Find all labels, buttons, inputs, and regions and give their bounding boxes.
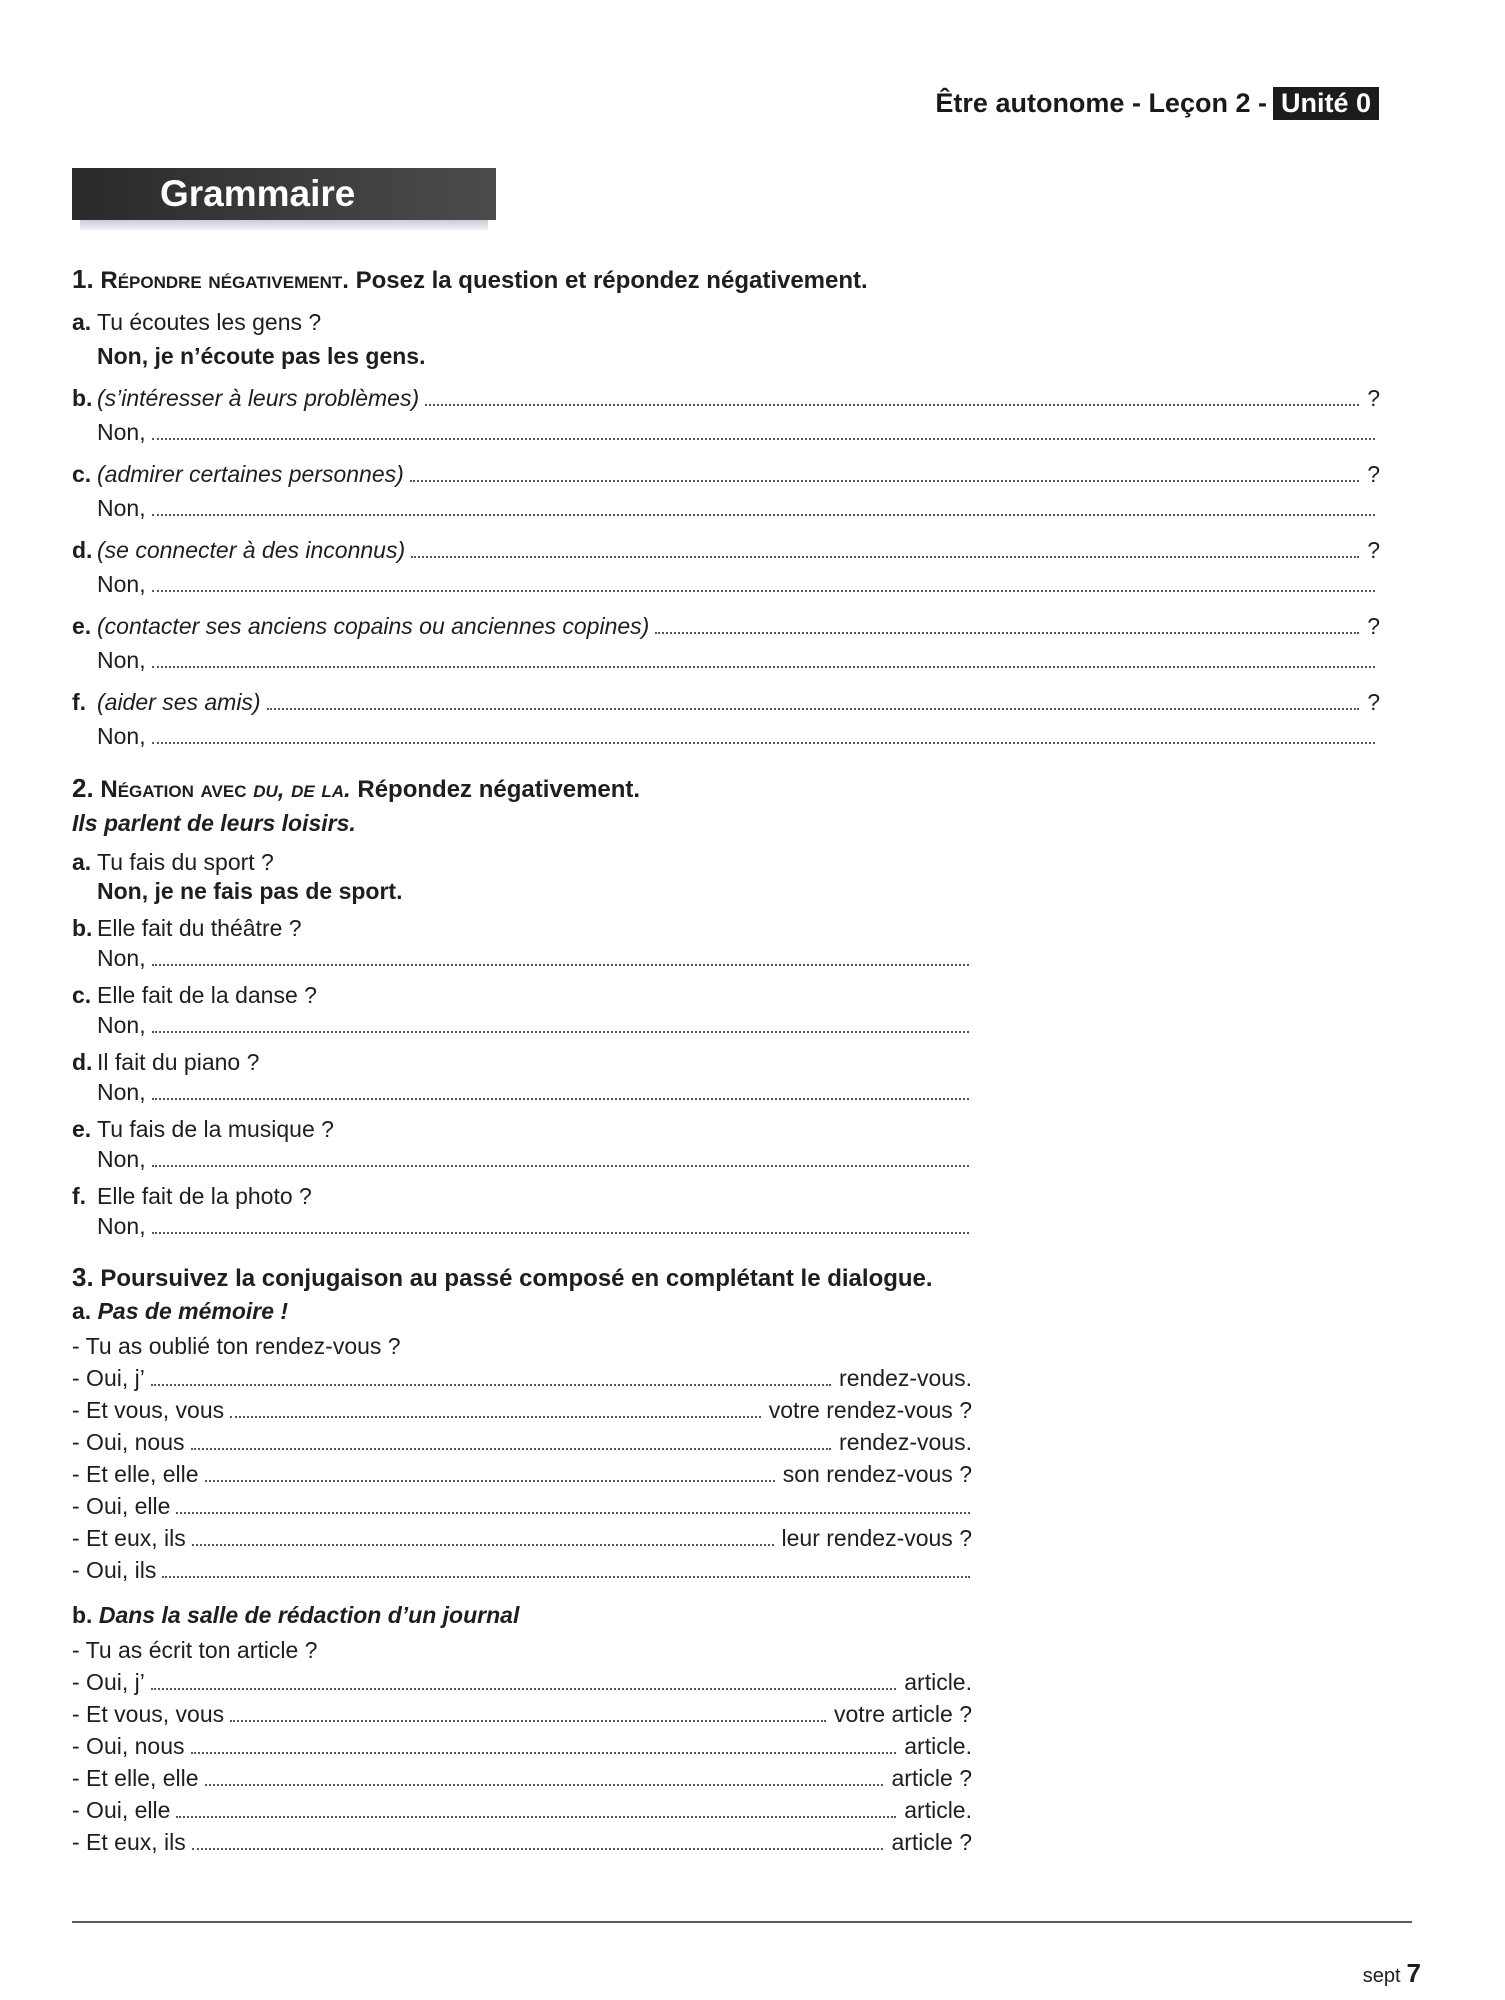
- ex2-item-answer: Non,: [97, 942, 969, 974]
- dialogue-line: - Et elle, elle son rendez-vous ?: [72, 1461, 972, 1487]
- ex2-item-answer: Non,: [97, 1143, 969, 1175]
- answer-blank[interactable]: [191, 1427, 832, 1450]
- answer-blank[interactable]: [152, 1211, 969, 1234]
- exercise-1-title: 1. Répondre négativement. Posez la question et répondez négativement.: [72, 264, 868, 294]
- dialogue-line: - Et eux, ils article ?: [72, 1829, 972, 1855]
- page-number: sept 7: [1362, 1958, 1421, 1988]
- answer-blank[interactable]: [192, 1523, 774, 1546]
- dialogue-line: - Et eux, ils leur rendez-vous ?: [72, 1525, 972, 1551]
- ex2-item-question: e. Tu fais de la musique ?: [72, 1116, 334, 1142]
- exercise-2-title: 2. Négation avec du, de la. Répondez négativement.: [72, 773, 641, 803]
- dialogue-line: - Tu as écrit ton article ?: [72, 1637, 318, 1663]
- ex2-item-question: c. Elle fait de la danse ?: [72, 982, 317, 1008]
- ex1-item-question: d. (se connecter à des inconnus) ?: [72, 537, 1380, 563]
- answer-blank[interactable]: [152, 1077, 969, 1100]
- ex2-item-answer: Non,: [97, 1009, 969, 1041]
- ex1-item-question: f. (aider ses amis) ?: [72, 689, 1380, 715]
- answer-blank[interactable]: [411, 535, 1359, 558]
- answer-blank[interactable]: [152, 943, 969, 966]
- dialogue-line: - Oui, elle article.: [72, 1797, 972, 1823]
- answer-blank[interactable]: [152, 1010, 969, 1033]
- ex1-item-question: e. (contacter ses anciens copains ou anciennes copines) ?: [72, 613, 1380, 639]
- ex2-item-answer: Non,: [97, 1076, 969, 1108]
- dialogue-line: - Et vous, vous votre rendez-vous ?: [72, 1397, 972, 1423]
- answer-blank[interactable]: [152, 493, 1375, 516]
- answer-blank[interactable]: [176, 1795, 896, 1818]
- ex1-item-answer: Non,: [97, 568, 1375, 600]
- answer-blank[interactable]: [162, 1555, 970, 1578]
- dialogue-line: - Oui, elle: [72, 1490, 970, 1522]
- lesson-title: Être autonome - Leçon 2 -: [935, 87, 1267, 118]
- answer-blank[interactable]: [267, 687, 1360, 710]
- ex3a-title: a. Pas de mémoire !: [72, 1298, 289, 1324]
- answer-blank[interactable]: [151, 1667, 896, 1690]
- ex1-item-answer: Non,: [97, 492, 1375, 524]
- answer-blank[interactable]: [152, 645, 1375, 668]
- ex2-example-question: a. Tu fais du sport ?: [72, 849, 274, 875]
- banner-shadow: [80, 220, 488, 230]
- answer-blank[interactable]: [151, 1363, 831, 1386]
- dialogue-line: - Et elle, elle article ?: [72, 1765, 972, 1791]
- ex2-item-question: b. Elle fait du théâtre ?: [72, 915, 302, 941]
- ex1-item-question: c. (admirer certaines personnes) ?: [72, 461, 1380, 487]
- dialogue-line: - Oui, nous rendez-vous.: [72, 1429, 972, 1455]
- dialogue-line: - Oui, nous article.: [72, 1733, 972, 1759]
- answer-blank[interactable]: [192, 1827, 884, 1850]
- answer-blank[interactable]: [152, 417, 1375, 440]
- ex3b-title: b. Dans la salle de rédaction d’un journal: [72, 1602, 520, 1628]
- answer-blank[interactable]: [655, 611, 1359, 634]
- ex2-item-question: f. Elle fait de la photo ?: [72, 1183, 312, 1209]
- ex2-subtitle: Ils parlent de leurs loisirs.: [72, 810, 356, 836]
- exercise-3-title: 3. Poursuivez la conjugaison au passé composé en complétant le dialogue.: [72, 1262, 933, 1292]
- answer-blank[interactable]: [176, 1491, 970, 1514]
- ex1-item-answer: Non,: [97, 720, 1375, 752]
- answer-blank[interactable]: [230, 1395, 761, 1418]
- answer-blank[interactable]: [205, 1459, 775, 1482]
- dialogue-line: - Oui, j’ article.: [72, 1669, 972, 1695]
- dialogue-line: - Et vous, vous votre article ?: [72, 1701, 972, 1727]
- answer-blank[interactable]: [410, 459, 1359, 482]
- ex1-item-question: b. (s’intéresser à leurs problèmes) ?: [72, 385, 1380, 411]
- page-header: [935, 86, 1379, 120]
- answer-blank[interactable]: [425, 383, 1359, 406]
- section-banner: Grammaire: [72, 168, 496, 220]
- answer-blank[interactable]: [152, 1144, 969, 1167]
- dialogue-line: - Oui, j’ rendez-vous.: [72, 1365, 972, 1391]
- answer-blank[interactable]: [205, 1763, 884, 1786]
- answer-blank[interactable]: [152, 721, 1375, 744]
- answer-blank[interactable]: [191, 1731, 897, 1754]
- ex2-item-answer: Non,: [97, 1210, 969, 1242]
- ex2-example-answer: Non, je ne fais pas de sport.: [97, 878, 403, 904]
- footer-rule: [72, 1921, 1412, 1923]
- ex1-item-answer: Non,: [97, 644, 1375, 676]
- ex1-example-answer: Non, je n’écoute pas les gens.: [97, 343, 426, 369]
- dialogue-line: - Oui, ils: [72, 1554, 970, 1586]
- ex1-example-question: a. Tu écoutes les gens ?: [72, 309, 322, 335]
- answer-blank[interactable]: [152, 569, 1375, 592]
- unit-badge: Unité 0: [1273, 87, 1379, 120]
- answer-blank[interactable]: [230, 1699, 826, 1722]
- ex2-item-question: d. Il fait du piano ?: [72, 1049, 260, 1075]
- dialogue-line: - Tu as oublié ton rendez-vous ?: [72, 1333, 401, 1359]
- ex1-item-answer: Non,: [97, 416, 1375, 448]
